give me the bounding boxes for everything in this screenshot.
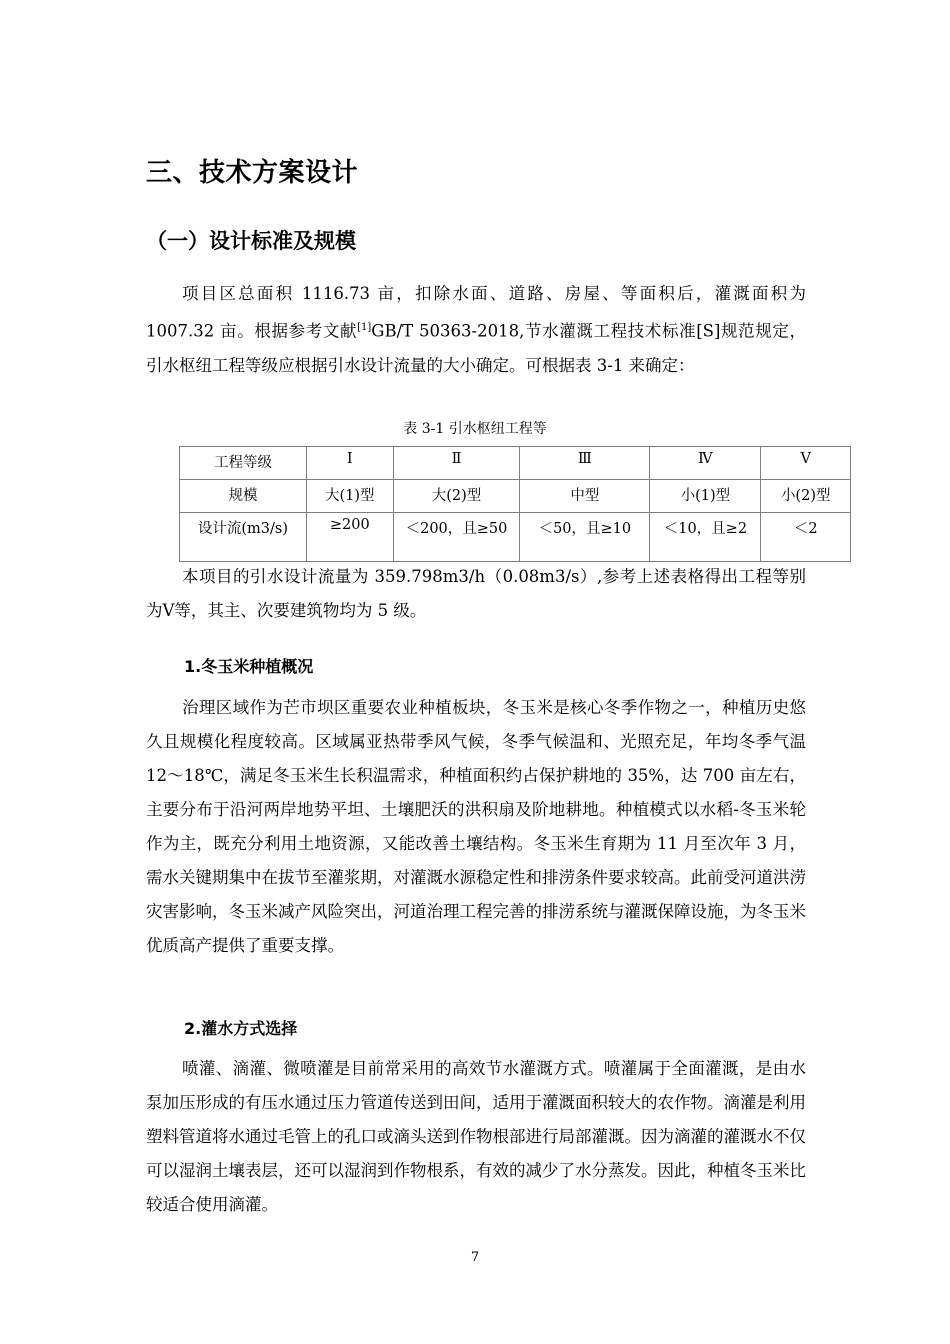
citation-marker[interactable]: [1] <box>357 322 372 333</box>
table-caption: 表 3-1 引水枢纽工程等 <box>403 421 547 437</box>
table-cell: 大(1)型 <box>306 480 393 513</box>
table-cell: ＜2 <box>761 513 851 562</box>
table-cell: Ⅰ <box>306 447 393 480</box>
table-cell: 小(2)型 <box>761 480 851 513</box>
subsection-heading: （一）设计标准及规模 <box>146 229 356 253</box>
table-cell: 小(1)型 <box>650 480 761 513</box>
paragraph-scope-text: 项目区总面积 1116.73 亩，扣除水面、道路、房屋、等面积后，灌溉面积为 1007.32 亩。根据参考文献 <box>146 284 806 341</box>
paragraph-irrigation-method: 喷灌、滴灌、微喷灌是目前常采用的高效节水灌溉方式。喷灌属于全面灌溉，是由水泵加压形成的有压水通过压力管道传送到田间，适用于灌溉面积较大的农作物。滴灌是利用塑料管道将水通过毛管上的孔口或滴头送到作物根部进行局部灌溉。因为滴灌的灌溉水不仅可以湿润土壤表层，还可以湿润到作物根系，有效的减少了水分蒸发。因此，种植冬玉米比较适合使用滴灌。 <box>146 1059 806 1214</box>
table-cell: 设计流(m3/s) <box>180 513 307 562</box>
table-cell: Ⅳ <box>650 447 761 480</box>
grade-table <box>179 446 851 562</box>
paragraph-scope <box>146 277 806 383</box>
subsection-title-2: 2.灌水方式选择 <box>184 1019 298 1038</box>
paragraph-scope-text-cont: GB/T 50363-2018,节水灌溉工程技术标准[S]规范规定，引水枢纽工程等级应根据引水设计流量的大小确定。可根据表 3-1 来确定： <box>146 321 806 375</box>
table-cell: ＜50，且≥10 <box>520 513 650 562</box>
table-cell: ＜200，且≥50 <box>393 513 520 562</box>
table-cell: ＜10，且≥2 <box>650 513 761 562</box>
paragraph-corn-overview: 治理区域作为芒市坝区重要农业种植板块，冬玉米是核心冬季作物之一，种植历史悠久且规模化程度较高。区域属亚热带季风气候，冬季气候温和、光照充足，年均冬季气温 12～18℃，满足冬玉米生长积温需求，种植面积约占保护耕地的 35%，达 700 亩左右，主要分布于沿河两岸地势平坦、土壤肥沃的洪积扇及阶地耕地。种植模式以水稻-冬玉米轮作为主，既充分利用土地资源，又能改善土壤结构。冬玉米生育期为 11 月至次年 3 月，需水关键期集中在拔节至灌浆期，对灌溉水源稳定性和排涝条件要求较高。此前受河道洪涝灾害影响，冬玉米减产风险突出，河道治理工程完善的排涝系统与灌溉保障设施，为冬玉米优质高产提供了重要支撑。 <box>146 698 806 955</box>
table-row <box>180 513 851 562</box>
page-number: 7 <box>470 1250 480 1265</box>
table-cell: Ⅴ <box>761 447 851 480</box>
table-row <box>180 447 851 480</box>
table-cell: 规模 <box>180 480 307 513</box>
table-cell: ≥200 <box>306 513 393 562</box>
table-cell: 大(2)型 <box>393 480 520 513</box>
table-cell: Ⅱ <box>393 447 520 480</box>
paragraph-flow-result: 本项目的引水设计流量为 359.798m3/h（0.08m3/s）,参考上述表格得出工程等别为Ⅴ等，其主、次要建筑物均为 5 级。 <box>146 567 806 620</box>
table-cell: Ⅲ <box>520 447 650 480</box>
table-row <box>180 480 851 513</box>
subsection-title-1: 1.冬玉米种植概况 <box>184 657 314 676</box>
section-heading: 三、技术方案设计 <box>146 158 359 188</box>
table-cell: 中型 <box>520 480 650 513</box>
table-cell: 工程等级 <box>180 447 307 480</box>
